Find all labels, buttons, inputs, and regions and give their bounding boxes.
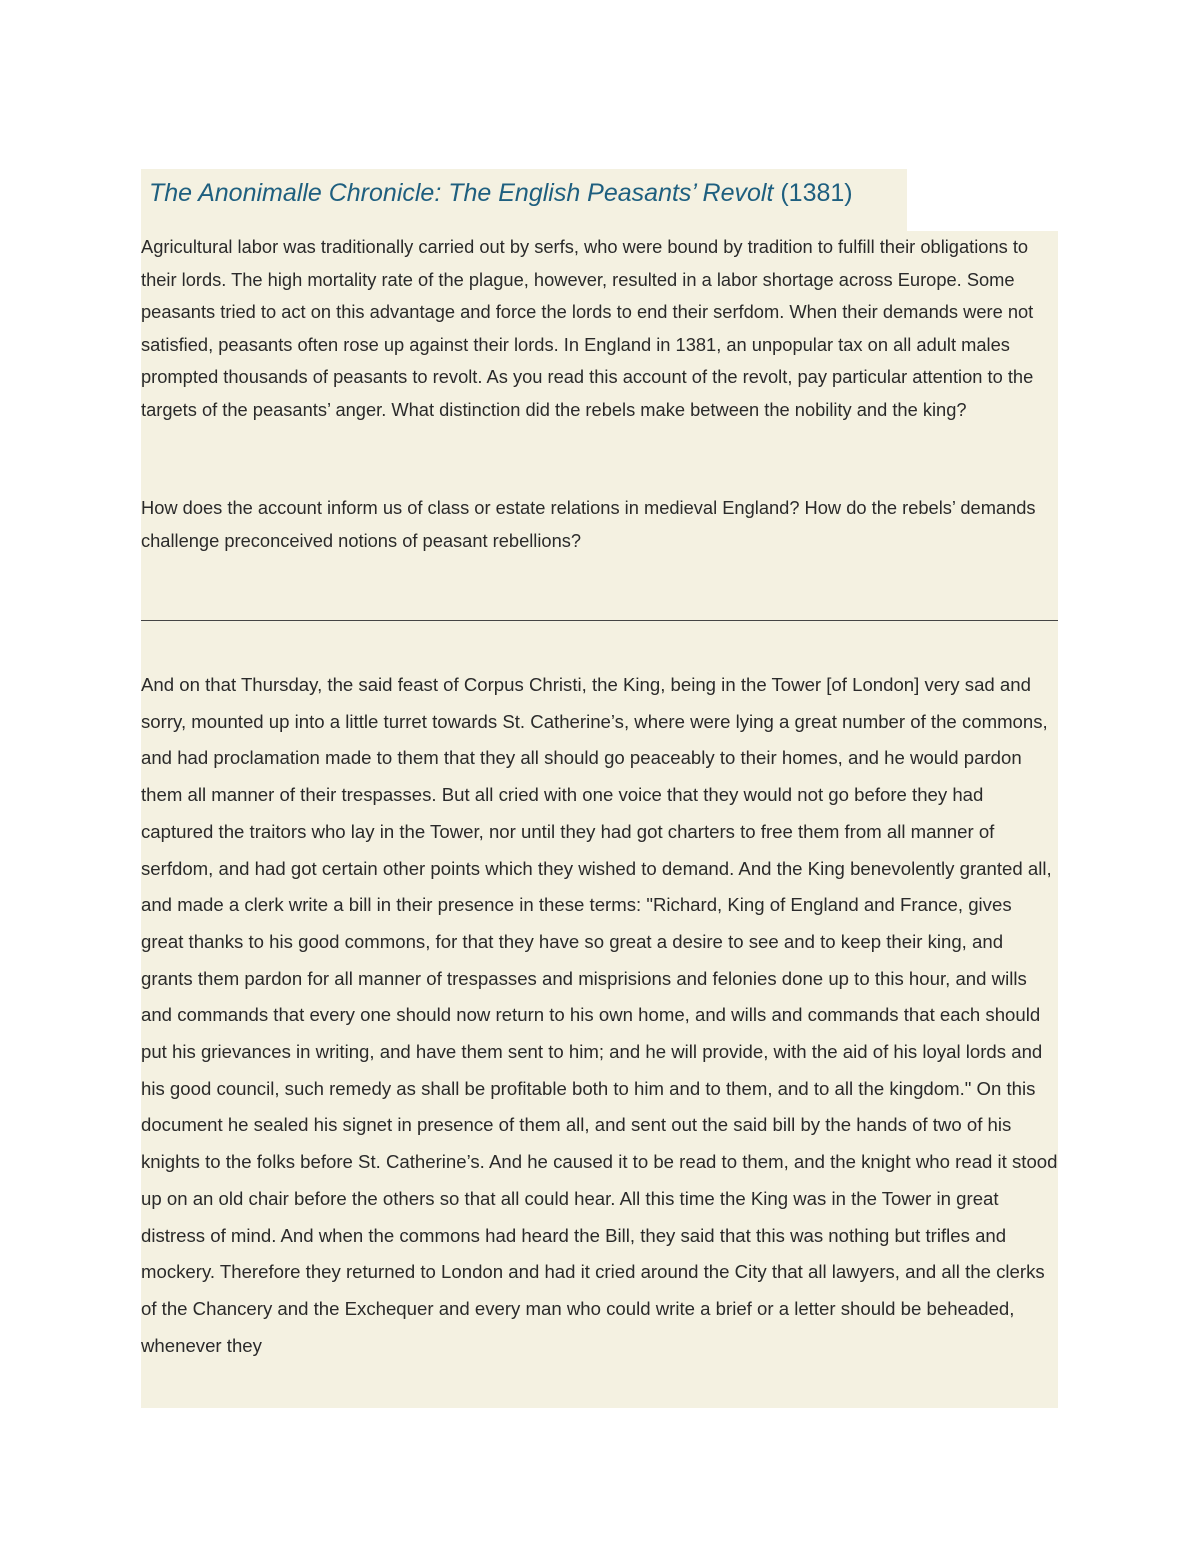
title-year: (1381) — [780, 179, 853, 207]
section-divider — [141, 620, 1058, 621]
question-paragraph: How does the account inform us of class or estate relations in medieval England? How do the rebels’ demands challenge preconceived notions of peasant rebellions? — [141, 497, 1036, 551]
intro-paragraph: Agricultural labor was traditionally carried out by serfs, who were bound by tradition to fulfill their obligations to their lords. The high mortality rate of the plague, however, resulted in a labor shortage across Europe. Some peasants tried to act on this advantage and force the lords to end their serfdom. When their demands were not satisfied, peasants often rose up against their lords. In England in 1381, an unpopular tax on all adult males prompted thousands of peasants to revolt. As you read this account of the revolt, pay particular attention to the targets of the peasants’ anger. What distinction did the rebels make between the nobility and the king? — [141, 236, 1034, 420]
document-content — [141, 231, 1058, 1408]
document-title — [149, 175, 907, 211]
title-main: The Anonimalle Chronicle: The English Peasants’ Revolt — [149, 179, 774, 207]
source-text-paragraph: And on that Thursday, the said feast of Corpus Christi, the King, being in the Tower [of London] very sad and sorry, mounted up into a little turret towards St. Catherine’s, where were lying a great number of the commons, and had proclamation made to them that they all should go peaceably to their homes, and he would pardon them all manner of their trespasses. But all cried with one voice that they would not go before they had captured the traitors who lay in the Tower, nor until they had got charters to free them from all manner of serfdom, and had got certain other points which they wished to demand. And the King benevolently granted all, and made a clerk write a bill in their presence in these terms: "Richard, King of England and France, gives great thanks to his good commons, for that they have so great a desire to see and to keep their king, and grants them pardon for all manner of trespasses and misprisions and felonies done up to this hour, and wills and commands that every one should now return to his own home, and wills and commands that each should put his grievances in writing, and have them sent to him; and he will provide, with the aid of his loyal lords and his good council, such remedy as shall be profitable both to him and to them, and to all the kingdom." On this document he sealed his signet in presence of them all, and sent out the said bill by the hands of two of his knights to the folks before St. Catherine’s. And he caused it to be read to them, and the knight who read it stood up on an old chair before the others so that all could hear. All this time the King was in the Tower in great distress of mind. And when the commons had heard the Bill, they said that this was nothing but trifles and mockery. Therefore they returned to London and had it cried around the City that all lawyers, and all the clerks of the Chancery and the Exchequer and every man who could write a brief or a letter should be beheaded, whenever they — [141, 674, 1058, 1356]
title-block — [141, 169, 907, 231]
